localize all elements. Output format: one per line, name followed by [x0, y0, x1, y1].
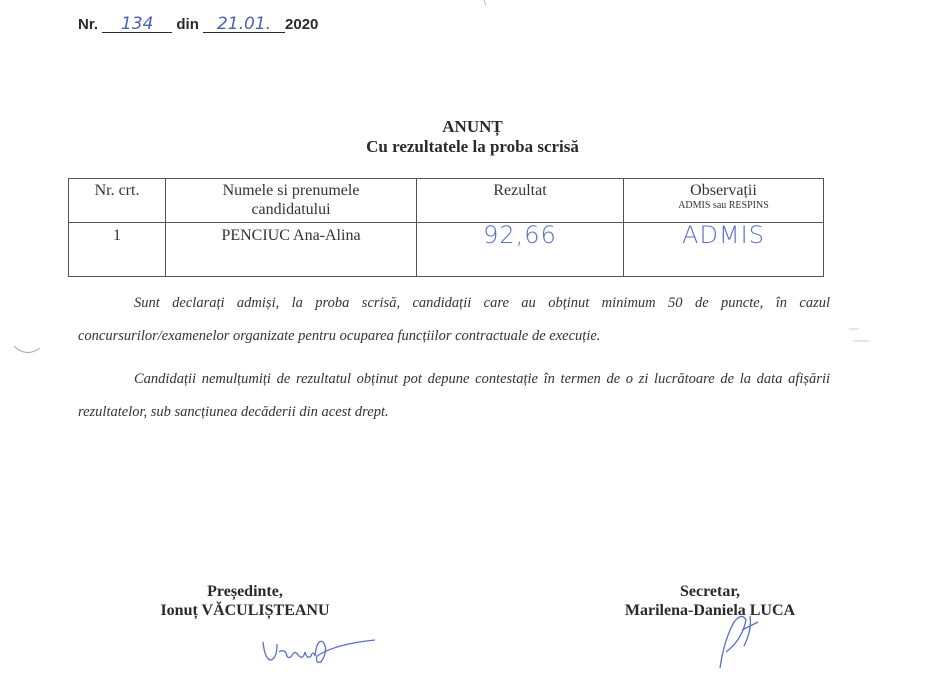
cell-result — [417, 223, 624, 277]
results-table — [68, 178, 824, 277]
header-nr: Nr. crt. — [69, 179, 166, 223]
paragraph-appeal-rule: Candidații nemulțumiți de rezultatul obținut pot depune contestație în termen de o zi lucrătoare de la data afișării rezultatelor, sub sancțiunea decăderii din acest drept. — [78, 371, 830, 420]
secretary-signature-scribble-icon — [712, 600, 772, 675]
din-label: din — [176, 16, 199, 33]
table-header-row — [69, 179, 824, 223]
scan-mark-top-icon — [480, 0, 490, 10]
header-name-line2: candidatului — [251, 201, 331, 218]
observation-handwritten: ADMIS — [682, 221, 765, 249]
cell-name: PENCIUC Ana-Alina — [166, 223, 417, 277]
header-obs-sub: ADMIS sau RESPINS — [678, 200, 769, 211]
secretary-name: Marilena-Daniela LUCA — [624, 602, 796, 619]
president-name: Ionuț VĂCULIȘTEANU — [160, 602, 330, 619]
year: 2020 — [285, 16, 319, 33]
president-role: Președinte, — [207, 583, 283, 600]
cell-observation — [624, 223, 824, 277]
result-handwritten: 92,66 — [483, 221, 557, 249]
president-signature-scribble-icon — [255, 630, 385, 670]
paragraph-admission-rule: Sunt declarați admiși, la proba scrisă, candidații care au obținut minimum 50 de puncte, în cazul concursurilor/examenelor organizate pentru ocuparea funcțiilor contractuale de execuție. — [78, 295, 830, 344]
page-title: ANUNȚ — [442, 117, 503, 136]
scan-mark-right-icon — [845, 325, 875, 345]
header-result: Rezultat — [417, 179, 624, 223]
page-subtitle: Cu rezultatele la proba scrisă — [366, 137, 579, 156]
header-name-line1: Numele si prenumele — [222, 182, 360, 199]
header-observations — [624, 179, 824, 223]
date-value: 21.01. — [203, 16, 285, 33]
secretary-role: Secretar, — [680, 583, 740, 600]
cell-nr: 1 — [69, 223, 166, 277]
signature-secretary — [590, 582, 830, 620]
nr-label: Nr. — [78, 16, 99, 33]
table-row — [69, 223, 824, 277]
header-name — [166, 179, 417, 223]
header-obs-label: Observații — [690, 182, 757, 199]
signature-president — [120, 582, 370, 620]
nr-value: 134 — [102, 16, 172, 33]
document-reference — [78, 16, 318, 33]
scan-mark-left-icon — [12, 342, 42, 358]
